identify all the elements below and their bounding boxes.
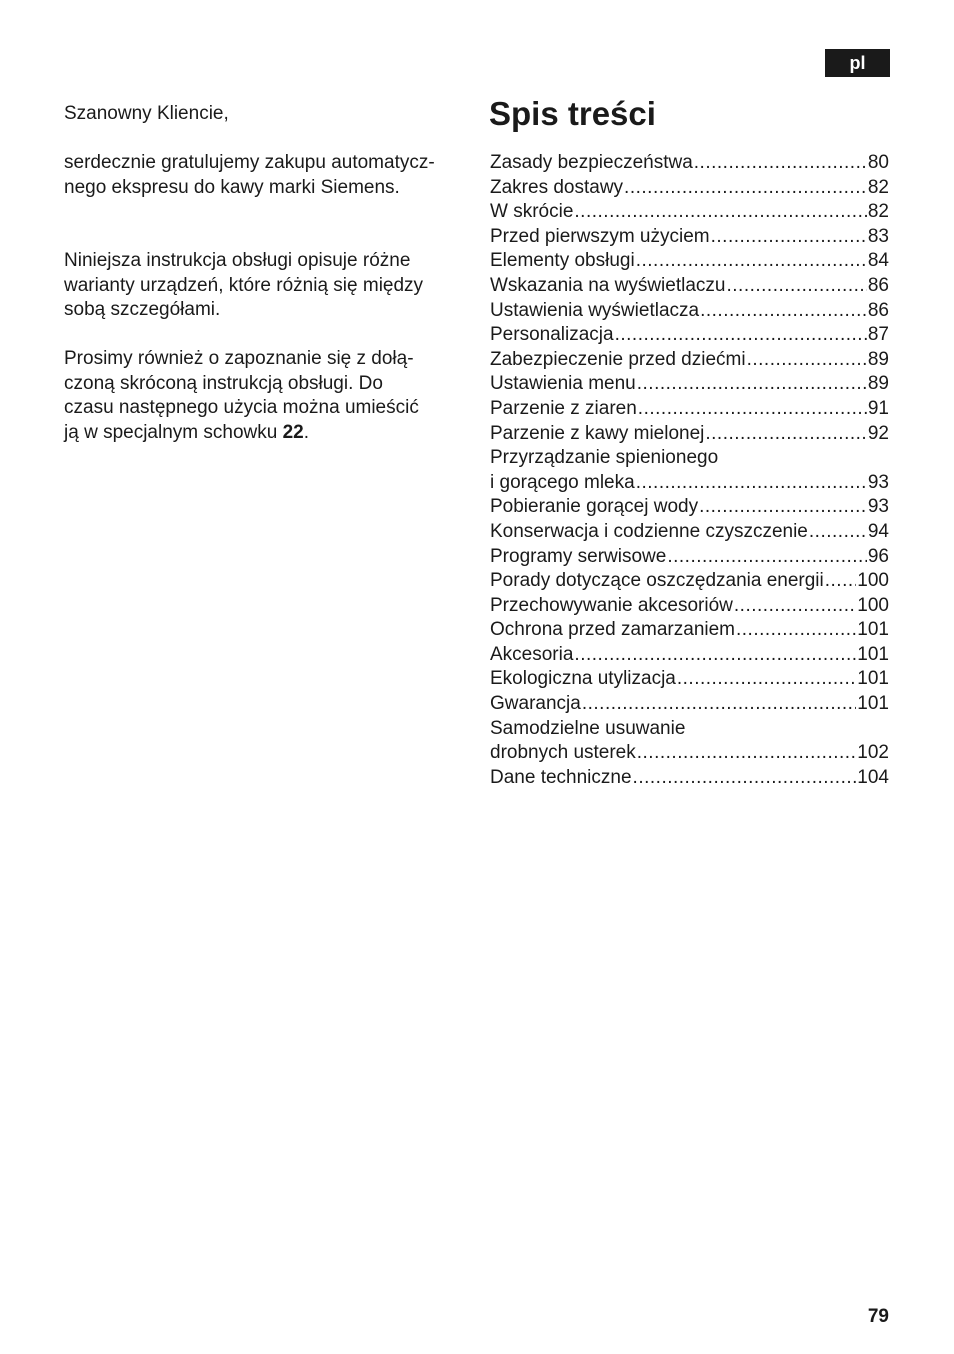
dot-leader bbox=[637, 372, 867, 397]
text-line: warianty urządzeń, które różnią się między bbox=[64, 274, 424, 296]
toc-entry-label: Dane techniczne bbox=[490, 766, 632, 788]
toc-entry[interactable] bbox=[490, 151, 889, 176]
toc-page-number: 83 bbox=[867, 225, 889, 247]
toc-entry-row bbox=[490, 176, 889, 201]
toc-entry-label: Parzenie z ziaren bbox=[490, 397, 637, 419]
dot-leader bbox=[667, 545, 867, 570]
toc-entry-row bbox=[490, 741, 889, 766]
toc-entry-row bbox=[490, 200, 889, 225]
toc-entry[interactable] bbox=[490, 594, 889, 619]
toc-entry-label: Przechowywanie akcesoriów bbox=[490, 594, 733, 616]
toc-entry[interactable] bbox=[490, 348, 889, 373]
toc-entry-row bbox=[490, 397, 889, 422]
toc-entry-label: Ekologiczna utylizacja bbox=[490, 668, 676, 690]
dot-leader bbox=[582, 692, 856, 717]
text-line: czasu następnego użycia można umieścić bbox=[64, 397, 419, 418]
toc-entry-row bbox=[490, 520, 889, 545]
text-line: sobą szczegółami. bbox=[64, 299, 221, 320]
toc-entry-label: Ochrona przed zamarzaniem bbox=[490, 619, 735, 641]
greeting: Szanowny Kliencie, bbox=[64, 103, 229, 124]
text-line: czoną skróconą instrukcją obsługi. Do bbox=[64, 372, 383, 394]
intro-text bbox=[64, 102, 474, 445]
toc-entry-label: Personalizacja bbox=[490, 324, 614, 346]
toc-page-number: 101 bbox=[857, 619, 889, 641]
text-line: nego ekspresu do kawy marki Siemens. bbox=[64, 176, 400, 198]
text-fragment: ją w specjalnym schowku bbox=[64, 421, 283, 443]
dot-leader bbox=[711, 225, 867, 250]
toc-page-number: 86 bbox=[867, 274, 889, 296]
toc-page-number: 96 bbox=[867, 545, 889, 567]
toc-entry-row bbox=[490, 274, 889, 299]
text-line: Prosimy również o zapoznanie się z dołą- bbox=[64, 348, 414, 369]
toc-entry-label: Zasady bezpieczeństwa bbox=[490, 152, 693, 173]
dot-leader bbox=[637, 741, 857, 766]
toc-page-number: 84 bbox=[867, 250, 889, 272]
toc-entry[interactable] bbox=[490, 692, 889, 717]
text-line: Niniejsza instrukcja obsługi opisuje różne bbox=[64, 250, 411, 271]
text-line: serdecznie gratulujemy zakupu automatycz- bbox=[64, 152, 435, 173]
toc-entry-row bbox=[490, 667, 889, 692]
toc-entry-label: Ustawienia menu bbox=[490, 373, 636, 395]
toc-page-number: 100 bbox=[857, 570, 889, 592]
toc-entry-row bbox=[490, 422, 889, 447]
toc-entry-label: i gorącego mleka bbox=[490, 471, 635, 493]
toc-entry[interactable] bbox=[490, 446, 889, 495]
toc-entry[interactable] bbox=[490, 422, 889, 447]
dot-leader bbox=[699, 495, 867, 520]
toc-page-number: 93 bbox=[867, 471, 889, 493]
toc-entry-label: drobnych usterek bbox=[490, 742, 636, 764]
text-fragment: . bbox=[303, 421, 310, 443]
dot-leader bbox=[694, 151, 867, 176]
toc-page-number: 100 bbox=[857, 594, 889, 616]
toc-entry-row bbox=[490, 323, 889, 348]
dot-leader bbox=[809, 520, 867, 545]
toc-entry-row bbox=[490, 569, 889, 594]
toc-entry-row bbox=[490, 545, 889, 570]
dot-leader bbox=[726, 274, 866, 299]
dot-leader bbox=[574, 643, 856, 668]
toc-page-number: 94 bbox=[867, 520, 889, 542]
toc-entry-label: Elementy obsługi bbox=[490, 250, 635, 272]
toc-entry-label: Wskazania na wyświetlaczu bbox=[490, 274, 726, 296]
toc-entry-label: Ustawienia wyświetlacza bbox=[490, 299, 700, 321]
toc-entry-label: Gwarancja bbox=[490, 693, 581, 715]
dot-leader bbox=[636, 471, 867, 496]
toc-entry[interactable] bbox=[490, 372, 889, 397]
toc-entry-row bbox=[490, 151, 889, 176]
toc-page-number: 92 bbox=[867, 422, 889, 444]
toc-entry-label: Zakres dostawy bbox=[490, 176, 624, 198]
intro-paragraph-1 bbox=[64, 151, 474, 200]
toc-entry-row bbox=[490, 692, 889, 717]
intro-paragraph-3 bbox=[64, 347, 474, 445]
toc-entry-row bbox=[490, 766, 889, 791]
toc-entry-label: W skrócie bbox=[490, 201, 574, 223]
toc-entry-label: Zabezpieczenie przed dziećmi bbox=[490, 348, 746, 370]
toc-entry[interactable] bbox=[490, 766, 889, 791]
toc-entry-label: Akcesoria bbox=[490, 643, 574, 665]
dot-leader bbox=[633, 766, 857, 791]
toc-page-number: 80 bbox=[867, 152, 889, 173]
toc-page-number: 101 bbox=[857, 643, 889, 665]
toc-page-number: 91 bbox=[867, 397, 889, 419]
dot-leader bbox=[705, 422, 866, 447]
toc-entry-row bbox=[490, 495, 889, 520]
toc-entry-label: Samodzielne usuwanie bbox=[490, 717, 686, 739]
toc-entry[interactable] bbox=[490, 717, 889, 766]
toc-page-number: 102 bbox=[857, 742, 889, 764]
toc-entry-row bbox=[490, 299, 889, 324]
table-of-contents bbox=[490, 151, 889, 790]
toc-entry[interactable] bbox=[490, 618, 889, 643]
toc-entry[interactable] bbox=[490, 569, 889, 594]
toc-entry[interactable] bbox=[490, 397, 889, 422]
toc-entry-row bbox=[490, 348, 889, 373]
toc-entry[interactable] bbox=[490, 176, 889, 201]
toc-entry-row bbox=[490, 249, 889, 274]
toc-entry-row bbox=[490, 372, 889, 397]
toc-entry[interactable] bbox=[490, 274, 889, 299]
toc-page-number: 82 bbox=[867, 201, 889, 223]
toc-entry-label: Konserwacja i codzienne czyszczenie bbox=[490, 520, 808, 542]
dot-leader bbox=[574, 200, 866, 225]
language-badge: pl bbox=[825, 49, 890, 77]
dot-leader bbox=[700, 299, 867, 324]
toc-page-number: 101 bbox=[857, 693, 889, 715]
toc-entry-row bbox=[490, 643, 889, 668]
dot-leader bbox=[734, 594, 856, 619]
dot-leader bbox=[736, 618, 856, 643]
toc-page-number: 89 bbox=[867, 348, 889, 370]
toc-entry-row bbox=[490, 225, 889, 250]
toc-page-number: 104 bbox=[857, 766, 889, 788]
toc-entry-label: Pobieranie gorącej wody bbox=[490, 496, 699, 518]
dot-leader bbox=[638, 397, 867, 422]
toc-title: Spis treści bbox=[489, 95, 656, 132]
toc-entry[interactable] bbox=[490, 299, 889, 324]
toc-entry[interactable] bbox=[490, 249, 889, 274]
toc-entry[interactable] bbox=[490, 323, 889, 348]
toc-entry-label: Parzenie z kawy mielonej bbox=[490, 422, 705, 444]
toc-entry[interactable] bbox=[490, 520, 889, 545]
toc-entry-label: Programy serwisowe bbox=[490, 545, 667, 567]
toc-entry[interactable] bbox=[490, 667, 889, 692]
toc-entry-row bbox=[490, 594, 889, 619]
toc-entry[interactable] bbox=[490, 200, 889, 225]
toc-entry-label: Przyrządzanie spienionego bbox=[490, 447, 719, 469]
toc-entry[interactable] bbox=[490, 643, 889, 668]
toc-entry-row bbox=[490, 618, 889, 643]
toc-page-number: 89 bbox=[867, 373, 889, 395]
toc-entry[interactable] bbox=[490, 545, 889, 570]
dot-leader bbox=[624, 176, 867, 201]
intro-paragraph-2 bbox=[64, 249, 474, 323]
toc-page-number: 101 bbox=[857, 668, 889, 690]
compartment-number: 22 bbox=[282, 421, 304, 443]
toc-page-number: 87 bbox=[867, 324, 889, 346]
toc-page-number: 82 bbox=[867, 176, 889, 198]
toc-entry-label: Porady dotyczące oszczędzania energii bbox=[490, 570, 824, 592]
dot-leader bbox=[747, 348, 867, 373]
toc-page-number: 93 bbox=[867, 496, 889, 518]
toc-entry[interactable] bbox=[490, 495, 889, 520]
toc-page-number: 86 bbox=[867, 299, 889, 321]
dot-leader bbox=[825, 569, 857, 594]
page-number: 79 bbox=[867, 1306, 889, 1327]
text-line bbox=[64, 421, 474, 446]
toc-entry-label: Przed pierwszym użyciem bbox=[490, 225, 710, 247]
toc-entry[interactable] bbox=[490, 225, 889, 250]
dot-leader bbox=[615, 323, 867, 348]
toc-entry-row bbox=[490, 471, 889, 496]
dot-leader bbox=[677, 667, 856, 692]
dot-leader bbox=[636, 249, 867, 274]
